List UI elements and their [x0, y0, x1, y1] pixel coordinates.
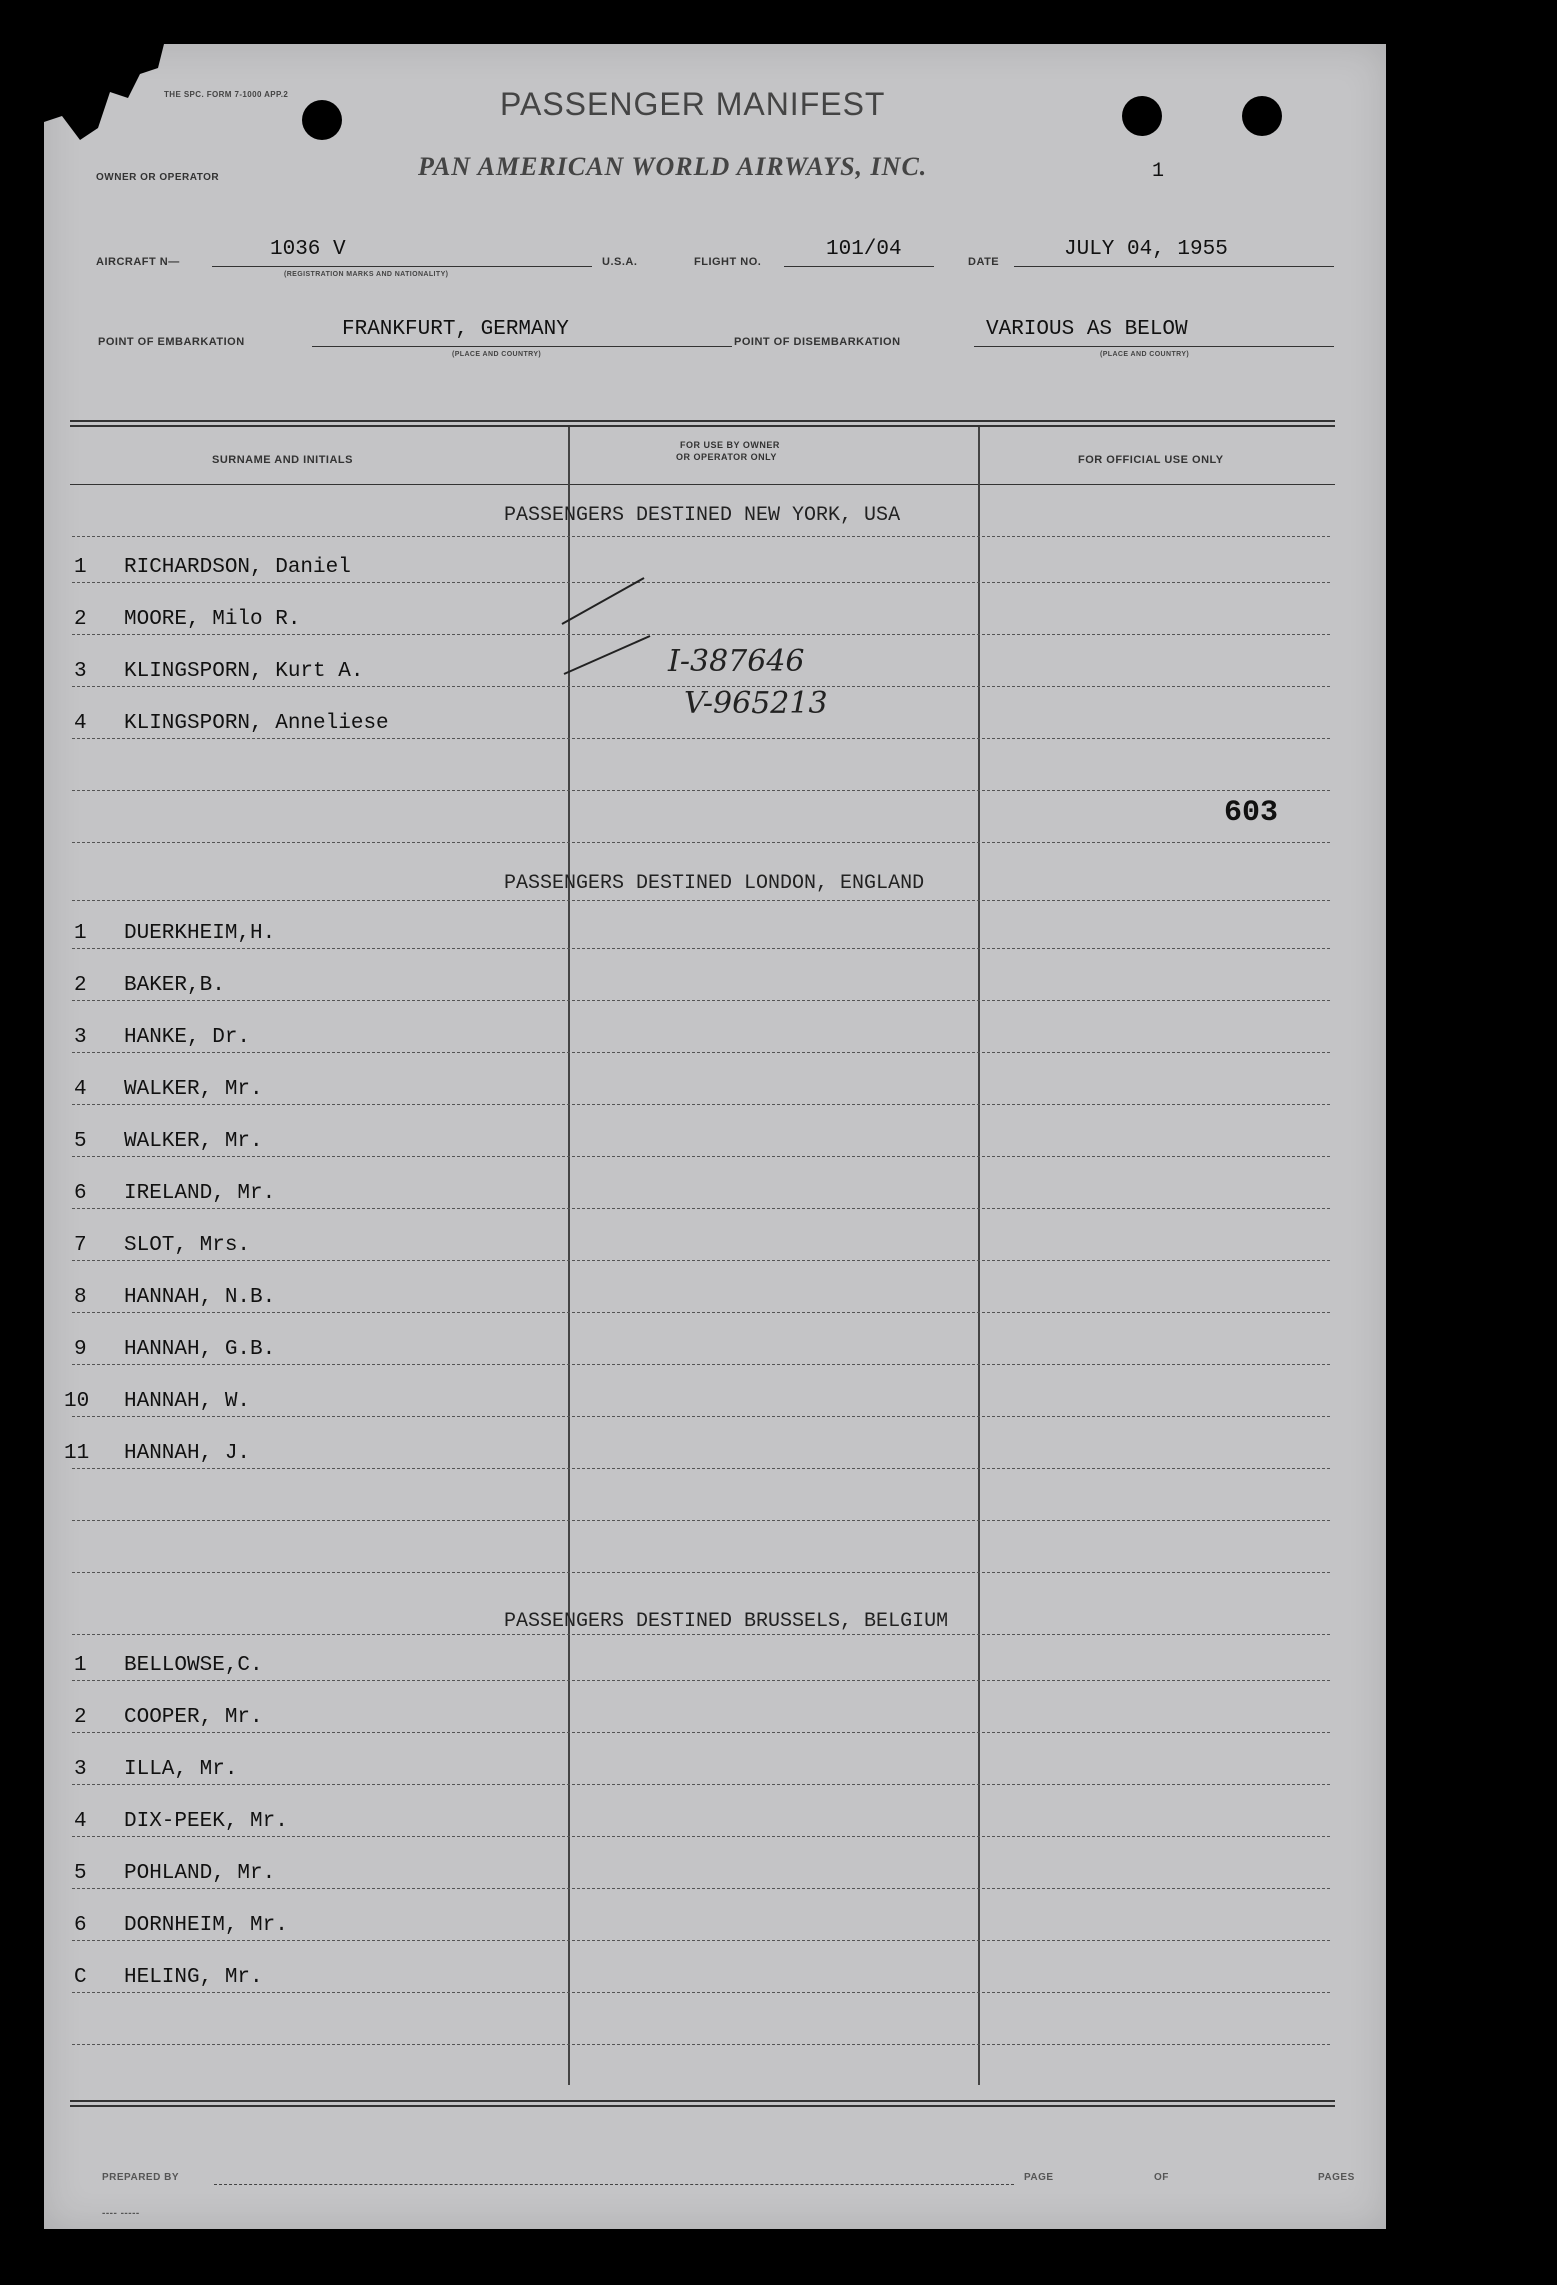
passenger-number: 2 — [74, 608, 87, 631]
passenger-name: MOORE, Milo R. — [124, 608, 301, 631]
passenger-name: WALKER, Mr. — [124, 1078, 263, 1101]
page-label: PAGE — [1024, 2172, 1054, 2183]
passenger-name: COOPER, Mr. — [124, 1706, 263, 1729]
passenger-row — [44, 1338, 1386, 1390]
passenger-number: 7 — [74, 1234, 87, 1257]
passenger-number: 5 — [74, 1862, 87, 1885]
disembark-label: POINT OF DISEMBARKATION — [734, 336, 901, 348]
passenger-number: 3 — [74, 1026, 87, 1049]
passenger-number: 6 — [74, 1914, 87, 1937]
column-header-official: FOR OFFICIAL USE ONLY — [1078, 454, 1224, 466]
passenger-row — [44, 1810, 1386, 1862]
of-label: OF — [1154, 2172, 1169, 2183]
date-value: JULY 04, 1955 — [1064, 238, 1228, 261]
manifest-title: PASSENGER MANIFEST — [500, 86, 886, 122]
corner-mark: 1 — [1152, 160, 1165, 183]
passenger-number: 1 — [74, 1654, 87, 1677]
passenger-name: DORNHEIM, Mr. — [124, 1914, 288, 1937]
passenger-name: POHLAND, Mr. — [124, 1862, 276, 1885]
passenger-number: 3 — [74, 1758, 87, 1781]
passenger-number: 2 — [74, 1706, 87, 1729]
aircraft-value: 1036 V — [270, 238, 346, 261]
passenger-row — [44, 1914, 1386, 1966]
disembark-sublabel: (PLACE AND COUNTRY) — [1100, 351, 1190, 358]
passenger-row — [44, 556, 1386, 608]
usa-label: U.S.A. — [602, 256, 638, 268]
passenger-row — [44, 1078, 1386, 1130]
passenger-row — [44, 1026, 1386, 1078]
passenger-name: RICHARDSON, Daniel — [124, 556, 351, 579]
passenger-row — [44, 1182, 1386, 1234]
passenger-row — [44, 1966, 1386, 2018]
embark-sublabel: (PLACE AND COUNTRY) — [452, 351, 542, 358]
passenger-number: 3 — [74, 660, 87, 683]
passenger-name: KLINGSPORN, Anneliese — [124, 712, 389, 735]
passenger-number: 5 — [74, 1130, 87, 1153]
passenger-row — [44, 1862, 1386, 1914]
passenger-name: DUERKHEIM,H. — [124, 922, 276, 945]
passenger-number: 4 — [74, 712, 87, 735]
column-header-operator-1: FOR USE BY OWNER — [680, 440, 780, 450]
embark-label: POINT OF EMBARKATION — [98, 336, 245, 348]
handwritten-note-1: I-387646 — [668, 644, 805, 679]
torn-corner — [44, 44, 164, 164]
passenger-row — [44, 974, 1386, 1026]
passenger-row — [44, 1130, 1386, 1182]
aircraft-label: AIRCRAFT N— — [96, 256, 180, 268]
prepared-by-label: PREPARED BY — [102, 2172, 179, 2183]
passenger-row — [44, 1442, 1386, 1494]
flight-label: FLIGHT NO. — [694, 256, 762, 268]
passenger-name: BAKER,B. — [124, 974, 225, 997]
passenger-number: 9 — [74, 1338, 87, 1361]
passenger-row — [44, 922, 1386, 974]
punch-hole-right — [1242, 96, 1282, 136]
pages-label: PAGES — [1318, 2172, 1355, 2183]
form-number: THE SPC. FORM 7-1000 APP.2 — [164, 90, 289, 99]
disembark-value: VARIOUS AS BELOW — [986, 318, 1188, 341]
passenger-number: 4 — [74, 1810, 87, 1833]
manifest-page — [44, 44, 1386, 2229]
passenger-name: HANNAH, W. — [124, 1390, 251, 1413]
passenger-name: IRELAND, Mr. — [124, 1182, 276, 1205]
punch-hole-left — [302, 100, 342, 140]
passenger-name: ILLA, Mr. — [124, 1758, 238, 1781]
passenger-name: BELLOWSE,C. — [124, 1654, 263, 1677]
aircraft-sublabel: (REGISTRATION MARKS AND NATIONALITY) — [284, 271, 449, 278]
passenger-number: 2 — [74, 974, 87, 997]
passenger-name: SLOT, Mrs. — [124, 1234, 251, 1257]
passenger-row — [44, 1706, 1386, 1758]
column-header-surname: SURNAME AND INITIALS — [212, 454, 353, 466]
punch-hole-center — [1122, 96, 1162, 136]
section-heading-new-york: PASSENGERS DESTINED NEW YORK, USA — [504, 504, 901, 527]
passenger-number: 6 — [74, 1182, 87, 1205]
embark-value: FRANKFURT, GERMANY — [342, 318, 569, 341]
passenger-row — [44, 1654, 1386, 1706]
passenger-number: 4 — [74, 1078, 87, 1101]
passenger-name: DIX-PEEK, Mr. — [124, 1810, 288, 1833]
company-name: PAN AMERICAN WORLD AIRWAYS, INC. — [418, 152, 928, 181]
column-header-operator-2: OR OPERATOR ONLY — [676, 452, 777, 462]
passenger-name: HANKE, Dr. — [124, 1026, 251, 1049]
handwritten-note-2: V-965213 — [684, 686, 828, 721]
section-heading-brussels: PASSENGERS DESTINED BRUSSELS, BELGIUM — [504, 1610, 949, 1633]
passenger-row — [44, 1234, 1386, 1286]
passenger-number: 1 — [74, 556, 87, 579]
bottom-mark: ---- ----- — [102, 2208, 140, 2219]
passenger-number: 1 — [74, 922, 87, 945]
passenger-name: HANNAH, G.B. — [124, 1338, 276, 1361]
flight-number: 101/04 — [826, 238, 902, 261]
passenger-number: 8 — [74, 1286, 87, 1309]
passenger-name: HANNAH, J. — [124, 1442, 251, 1465]
date-label: DATE — [968, 256, 1000, 268]
passenger-row — [44, 1390, 1386, 1442]
passenger-name: KLINGSPORN, Kurt A. — [124, 660, 364, 683]
stamp-number: 603 — [1224, 796, 1279, 830]
owner-label: OWNER OR OPERATOR — [96, 172, 220, 183]
passenger-name: WALKER, Mr. — [124, 1130, 263, 1153]
passenger-name: HELING, Mr. — [124, 1966, 263, 1989]
section-heading-london: PASSENGERS DESTINED LONDON, ENGLAND — [504, 872, 925, 895]
passenger-number: C — [74, 1966, 87, 1989]
passenger-row — [44, 1758, 1386, 1810]
passenger-number: 11 — [64, 1442, 90, 1465]
passenger-number: 10 — [64, 1390, 90, 1413]
passenger-name: HANNAH, N.B. — [124, 1286, 276, 1309]
passenger-row — [44, 1286, 1386, 1338]
